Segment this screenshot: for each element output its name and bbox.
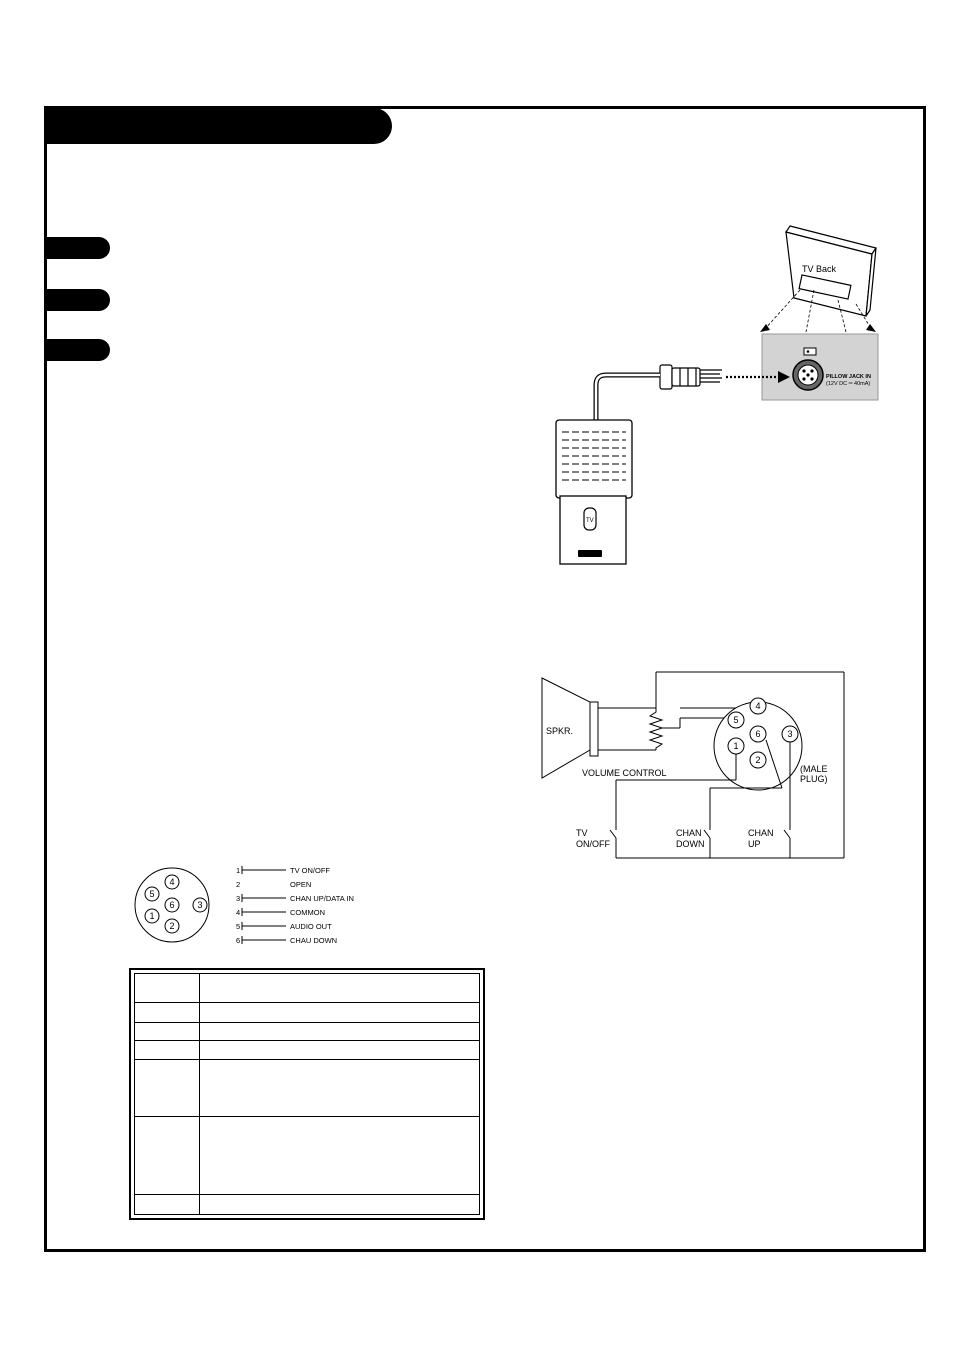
wiring-diagram bbox=[530, 660, 860, 870]
switch-tv-label-1: TV bbox=[576, 828, 588, 838]
pinout-row-6-num: 6 bbox=[236, 936, 241, 945]
switch-tv-label-2: ON/OFF bbox=[576, 839, 610, 849]
remote-tv-button-label: TV bbox=[586, 518, 594, 524]
pinout-diagram bbox=[130, 860, 380, 950]
switch-chan-up-label-1: CHAN bbox=[748, 828, 774, 838]
wiring-pin-2: 2 bbox=[755, 755, 761, 765]
speaker-magnet bbox=[590, 702, 598, 756]
remote-slot bbox=[578, 550, 602, 557]
table-row bbox=[135, 1041, 480, 1059]
pinout-row-3-label: CHAN UP/DATA IN bbox=[290, 894, 354, 903]
table-row bbox=[135, 1002, 480, 1022]
pinout-pin-3: 3 bbox=[197, 900, 203, 910]
switch-chan-down-label-2: DOWN bbox=[676, 839, 705, 849]
pinout-row-6-label: CHAU DOWN bbox=[290, 936, 338, 945]
table-row bbox=[135, 1023, 480, 1041]
table-row bbox=[135, 1059, 480, 1116]
switch-chan-up-label-2: UP bbox=[748, 839, 761, 849]
tv-back-label: TV Back bbox=[802, 264, 837, 274]
male-plug-label-2: PLUG) bbox=[800, 774, 828, 784]
wiring-pin-3: 3 bbox=[787, 729, 793, 739]
din-plug bbox=[660, 365, 722, 389]
step-tab-3 bbox=[44, 339, 110, 361]
jack-label-line1: PILLOW JACK IN bbox=[826, 374, 871, 380]
tv-back-connection-diagram bbox=[550, 220, 890, 570]
pinout-pin-5: 5 bbox=[149, 889, 155, 899]
pinout-row-1-label: TV ON/OFF bbox=[290, 866, 330, 875]
male-plug-outline bbox=[714, 702, 802, 790]
step-tab-1 bbox=[44, 237, 110, 259]
pinout-row-4-label: COMMON bbox=[290, 908, 325, 917]
wiring-pin-1: 1 bbox=[733, 741, 739, 751]
section-header-bar bbox=[44, 108, 392, 144]
volume-control-resistor bbox=[650, 708, 662, 750]
pinout-row-2-num: 2 bbox=[236, 880, 241, 889]
pinout-row-5-label: AUDIO OUT bbox=[290, 922, 332, 931]
wiring-pin-4: 4 bbox=[755, 701, 761, 711]
speaker-label: SPKR. bbox=[546, 726, 574, 736]
wiring-pin-6: 6 bbox=[755, 729, 761, 739]
pin-spec-table bbox=[129, 968, 485, 1220]
table-row bbox=[135, 1194, 480, 1214]
volume-control-label: VOLUME CONTROL bbox=[582, 768, 667, 778]
pinout-pin-1: 1 bbox=[149, 911, 155, 921]
pinout-row-1-num: 1 bbox=[236, 866, 241, 875]
pinout-row-3-num: 3 bbox=[236, 894, 241, 903]
pinout-pin-4: 4 bbox=[169, 877, 175, 887]
table-row bbox=[135, 1116, 480, 1194]
jack-label-line2: (12V DC ═ 40mA) bbox=[826, 381, 871, 387]
step-tab-2 bbox=[44, 289, 110, 311]
male-plug-label-1: (MALE bbox=[800, 764, 828, 774]
pinout-row-4-num: 4 bbox=[236, 908, 241, 917]
pinout-pin-2: 2 bbox=[169, 921, 175, 931]
table-row bbox=[135, 974, 480, 1003]
pinout-row-2-label: OPEN bbox=[290, 880, 312, 889]
wiring-pin-5: 5 bbox=[733, 715, 739, 725]
pinout-row-5-num: 5 bbox=[236, 922, 241, 931]
pinout-pin-6: 6 bbox=[169, 900, 175, 910]
pillow-speaker-remote bbox=[556, 420, 632, 564]
switch-chan-down-label-1: CHAN bbox=[676, 828, 702, 838]
